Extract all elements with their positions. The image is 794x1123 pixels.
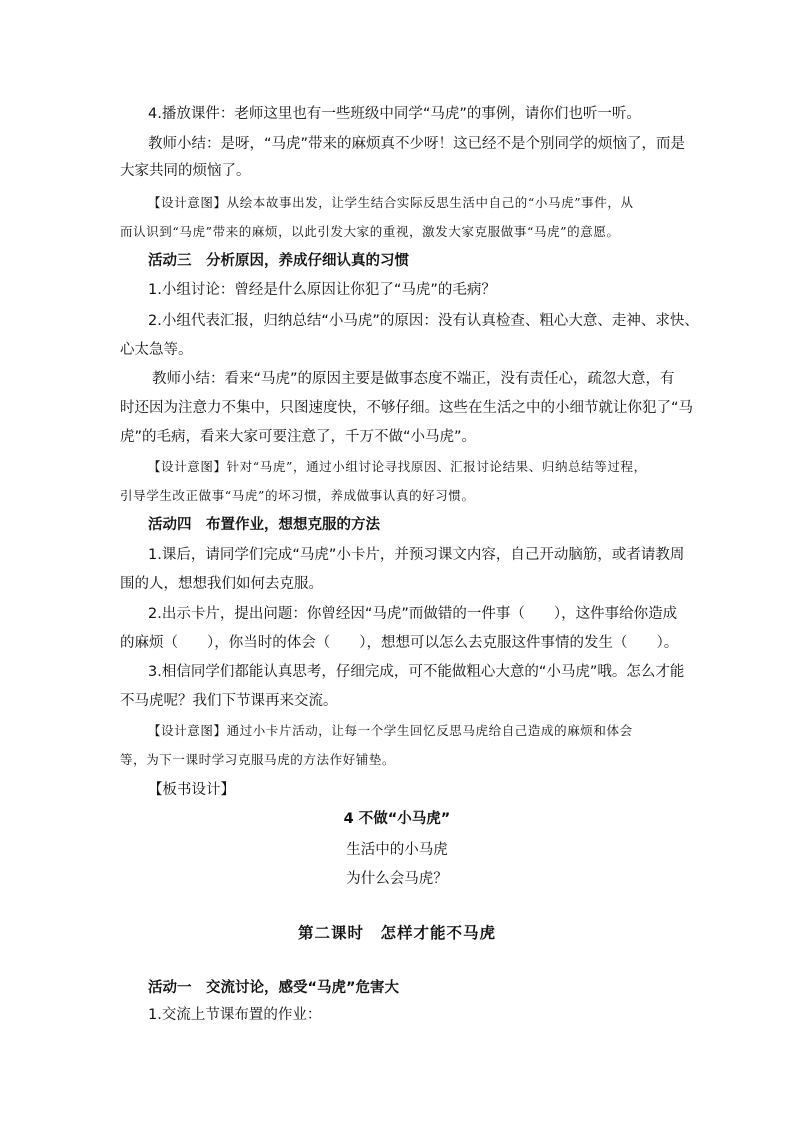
activity-four-heading: 活动四 布置作业，想想克服的方法	[148, 517, 380, 533]
activity-three-item-1: 1.小组讨论：曾经是什么原因让你犯了“马虎”的毛病？	[148, 282, 496, 298]
design-intent-1: 【设计意图】从绘本故事出发，让学生结合实际反思生活中自己的“小马虎”事件，从	[148, 195, 634, 210]
activity-four-item-1: 1.课后，请同学们完成“马虎”小卡片，并预习课文内容，自己开动脑筋，或者请教周	[148, 547, 685, 563]
teacher-summary-2-cont-1: 时还因为注意力不集中，只图速度快，不够仔细。这些在生活之中的小细节就让你犯了“马	[120, 400, 694, 416]
activity-three-heading: 活动三 分析原因，养成仔细认真的习惯	[148, 253, 409, 269]
design-intent-3-cont: 等，为下一课时学习克服马虎的方法作好铺垫。	[120, 752, 396, 767]
paragraph-courseware: 4.播放课件：老师这里也有一些班级中同学“马虎”的事例，请你们也听一听。	[148, 106, 641, 122]
board-title: 4 不做“小马虎”	[343, 811, 451, 827]
lesson-two-activity-one-heading: 活动一 交流讨论，感受“马虎”危害大	[148, 980, 400, 996]
lesson-two-activity-one-item-1: 1.交流上节课布置的作业：	[148, 1007, 322, 1023]
design-intent-3: 【设计意图】通过小卡片活动，让每一个学生回忆反思马虎给自己造成的麻烦和体会	[148, 723, 633, 738]
activity-four-item-1-cont: 围的人，想想我们如何去克服。	[120, 576, 323, 592]
teacher-summary-2: 教师小结：看来“马虎”的原因主要是做事态度不端正，没有责任心，疏忽大意，有	[152, 371, 675, 387]
activity-four-item-3-cont: 不马虎呢？我们下节课再来交流。	[120, 693, 338, 709]
activity-four-item-2: 2.出示卡片，提出问题：你曾经因“马虎”而做错的一件事（ ），这件事给你造成	[148, 606, 678, 622]
board-design-label: 【板书设计】	[148, 782, 235, 798]
paragraph-teacher-summary-1: 教师小结：是呀，“马虎”带来的麻烦真不少呀！这已经不是个别同学的烦恼了，而是	[148, 136, 686, 152]
lesson-two-heading: 第二课时 怎样才能不马虎	[297, 924, 496, 942]
design-intent-2-cont: 引导学生改正做事“马虎”的坏习惯，养成做事认真的好习惯。	[120, 488, 475, 503]
board-line-2: 为什么会马虎？	[346, 871, 448, 887]
teacher-summary-2-cont-2: 虎”的毛病，看来大家可要注意了，千万不做“小马虎”。	[120, 429, 477, 445]
design-intent-2: 【设计意图】针对“马虎”，通过小组讨论寻找原因、汇报讨论结果、归纳总结等过程，	[148, 459, 647, 474]
activity-four-item-2-cont: 的麻烦（ ），你当时的体会（ ），想想可以怎么去克服这件事情的发生（ ）。	[120, 635, 679, 651]
design-intent-1-cont: 而认识到“马虎”带来的麻烦，以此引发大家的重视，激发大家克服做事“马虎”的意愿。	[120, 224, 620, 239]
activity-four-item-3: 3.相信同学们都能认真思考，仔细完成，可不能做粗心大意的“小马虎”哦。怎么才能	[148, 664, 685, 680]
activity-three-item-2-cont: 心太急等。	[120, 342, 193, 358]
activity-three-item-2: 2.小组代表汇报，归纳总结“小马虎”的原因：没有认真检查、粗心大意、走神、求快、	[148, 313, 699, 329]
paragraph-teacher-summary-1-cont: 大家共同的烦恼了。	[120, 163, 251, 179]
board-line-1: 生活中的小马虎	[346, 842, 448, 858]
